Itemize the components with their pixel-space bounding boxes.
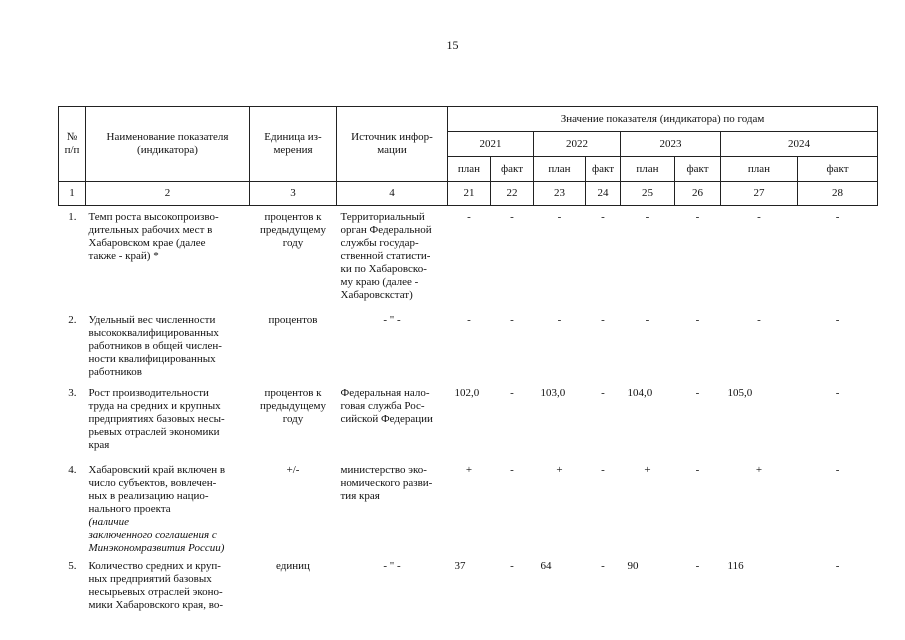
plan-value: - [557, 313, 562, 326]
header-plan: план [534, 157, 586, 182]
plan-value: - [757, 211, 761, 223]
unit-line: процентов к [264, 386, 322, 399]
indicators-table [58, 106, 878, 615]
unit-line: предыдущему [259, 399, 327, 412]
indicator-name-line: рьевых отраслей экономики [88, 425, 220, 438]
header-fact: факт [491, 157, 534, 182]
table-row [59, 459, 878, 555]
source-line: службы государ- [340, 237, 419, 249]
unit [250, 382, 337, 459]
fact-value: - [601, 211, 605, 223]
fact-value: - [835, 463, 840, 476]
plan-value: 103,0 [540, 386, 566, 399]
indicator-name-note: (наличие [88, 515, 130, 528]
indicator-name-line: дительных рабочих мест в [88, 224, 213, 236]
source-line: му краю (далее - [340, 276, 419, 288]
plan-value: 105,0 [727, 386, 753, 399]
plan-value: 90 [627, 559, 639, 572]
source-line: говая служба Рос- [340, 399, 425, 412]
header-fact: факт [675, 157, 721, 182]
fact-value: - [510, 559, 514, 572]
col-number: 26 [675, 182, 721, 206]
source-line: ки по Хабаровско- [340, 263, 427, 275]
col-number: 27 [721, 182, 798, 206]
indicator-name-line: мики Хабаровского края, во- [88, 598, 223, 611]
header-values-group: Значение показателя (индикатора) по годам [448, 107, 878, 132]
row-number: 5. [68, 559, 77, 572]
indicator-name-line: Рост производительности [88, 386, 209, 399]
table-row [59, 206, 878, 309]
fact-value: - [510, 386, 514, 399]
indicator-name-line: работников в общей числен- [88, 339, 222, 352]
fact-value: - [601, 463, 605, 476]
row-number: 3. [68, 386, 77, 399]
indicator-name-note: заключенного соглашения с [88, 528, 217, 541]
fact-value: - [835, 313, 840, 326]
header-plan: план [621, 157, 675, 182]
fact-value: - [835, 211, 840, 223]
header-fact: факт [798, 157, 878, 182]
indicator-name [86, 382, 250, 459]
source-line: - " - [383, 313, 401, 326]
indicator-name-line: несырьевых отраслей эконо- [88, 585, 223, 598]
col-number: 3 [250, 182, 337, 206]
unit [250, 206, 337, 309]
header-year-2022: 2022 [534, 132, 621, 157]
header-plan: план [721, 157, 798, 182]
header-plan: план [448, 157, 491, 182]
fact-value: - [695, 313, 700, 326]
source-line: орган Федеральной [340, 224, 432, 236]
header-year-2023: 2023 [621, 132, 721, 157]
unit-line: году [282, 237, 304, 249]
indicator-name-line: также - край) * [88, 250, 159, 262]
header-name: Наименование показателя (индикатора) [86, 107, 250, 182]
fact-value: - [601, 559, 605, 572]
plan-value: - [467, 313, 471, 326]
plan-value: 37 [454, 559, 466, 572]
col-number: 1 [59, 182, 86, 206]
col-number: 28 [798, 182, 878, 206]
plan-value: + [556, 463, 563, 476]
indicator-name-line: предприятиях базовых несы- [88, 412, 225, 425]
plan-value: - [467, 211, 471, 223]
fact-value: - [695, 463, 700, 476]
col-number: 22 [491, 182, 534, 206]
indicator-name [86, 206, 250, 309]
indicator-name [86, 459, 250, 555]
source [337, 382, 448, 459]
indicator-name-note: Минэкономразвития России) [88, 541, 225, 554]
row-number: 4. [68, 463, 77, 476]
fact-value: - [601, 386, 605, 399]
fact-value: - [601, 313, 605, 326]
plan-value: - [645, 211, 650, 223]
source [337, 309, 448, 382]
source-line: номического разви- [340, 476, 433, 489]
source-line: - " - [383, 559, 401, 572]
indicator-name-line: Хабаровском крае (далее [88, 237, 206, 249]
table-body [59, 206, 878, 615]
plan-value: 64 [540, 559, 552, 572]
unit-line: предыдущему [259, 224, 327, 236]
plan-value: 104,0 [627, 386, 653, 399]
header-year-2021: 2021 [448, 132, 534, 157]
row-number: 2. [68, 313, 77, 326]
plan-value: - [757, 313, 761, 326]
unit-line: +/- [286, 463, 300, 476]
indicator-name-line: Темп роста высокопроизво- [88, 211, 219, 223]
indicator-name [86, 309, 250, 382]
indicator-name-line: труда на средних и крупных [88, 399, 221, 412]
source [337, 459, 448, 555]
unit [250, 459, 337, 555]
col-number: 24 [586, 182, 621, 206]
col-number: 2 [86, 182, 250, 206]
fact-value: - [510, 463, 514, 476]
plan-value: 102,0 [454, 386, 480, 399]
source-line: тия края [340, 489, 380, 502]
fact-value: - [695, 559, 700, 572]
source [337, 206, 448, 309]
col-number: 25 [621, 182, 675, 206]
indicator-name-line: работников [88, 365, 142, 378]
header-unit: Единица из- мерения [250, 107, 337, 182]
indicator-name-line: высококвалифицированных [88, 326, 219, 339]
source-line: Хабаровскстат) [340, 289, 413, 301]
col-number: 4 [337, 182, 448, 206]
plan-value: 116 [727, 559, 744, 572]
col-number: 23 [534, 182, 586, 206]
col-number: 21 [448, 182, 491, 206]
indicator-name-line: Количество средних и круп- [88, 559, 221, 572]
fact-value: - [835, 386, 840, 399]
fact-value: - [835, 559, 840, 572]
source-line: Территориальный [340, 211, 425, 223]
unit-line: году [282, 412, 304, 425]
table-row [59, 555, 878, 615]
unit-line: единиц [276, 559, 310, 572]
indicator-name [86, 555, 250, 615]
indicator-name-line: ности квалифицированных [88, 352, 216, 365]
header-year-2024: 2024 [721, 132, 878, 157]
plan-value: - [557, 211, 562, 223]
source-line: сийской Федерации [340, 412, 433, 425]
indicator-name-line: ных в реализацию нацио- [88, 489, 209, 502]
source-line: Федеральная нало- [340, 386, 430, 399]
indicator-name-line: Удельный вес численности [88, 313, 216, 326]
header-num: № п/п [59, 107, 86, 182]
unit [250, 309, 337, 382]
plan-value: - [645, 313, 650, 326]
source [337, 555, 448, 615]
indicator-name-line: края [88, 438, 110, 451]
source-line: ственной статисти- [340, 250, 431, 262]
unit-line: процентов к [264, 211, 322, 223]
table-header [59, 107, 878, 206]
fact-value: - [510, 211, 514, 223]
column-numbers-row [59, 182, 878, 206]
table-row [59, 309, 878, 382]
table-row [59, 382, 878, 459]
source-line: министерство эко- [340, 463, 427, 476]
plan-value: + [755, 463, 763, 476]
fact-value: - [510, 313, 514, 326]
plan-value: + [644, 463, 651, 476]
fact-value: - [695, 386, 700, 399]
indicator-name-line: число субъектов, вовлечен- [88, 476, 217, 489]
unit [250, 555, 337, 615]
row-number: 1. [68, 211, 77, 223]
unit-line: процентов [268, 313, 318, 326]
indicator-name-line: нального проекта [88, 502, 171, 515]
page-number: 15 [446, 38, 459, 52]
indicator-name-line: Хабаровский край включен в [88, 463, 226, 476]
plan-value: + [465, 463, 473, 476]
header-source: Источник инфор- мации [337, 107, 448, 182]
header-fact: факт [586, 157, 621, 182]
indicator-name-line: ных предприятий базовых [88, 572, 212, 585]
fact-value: - [695, 211, 700, 223]
